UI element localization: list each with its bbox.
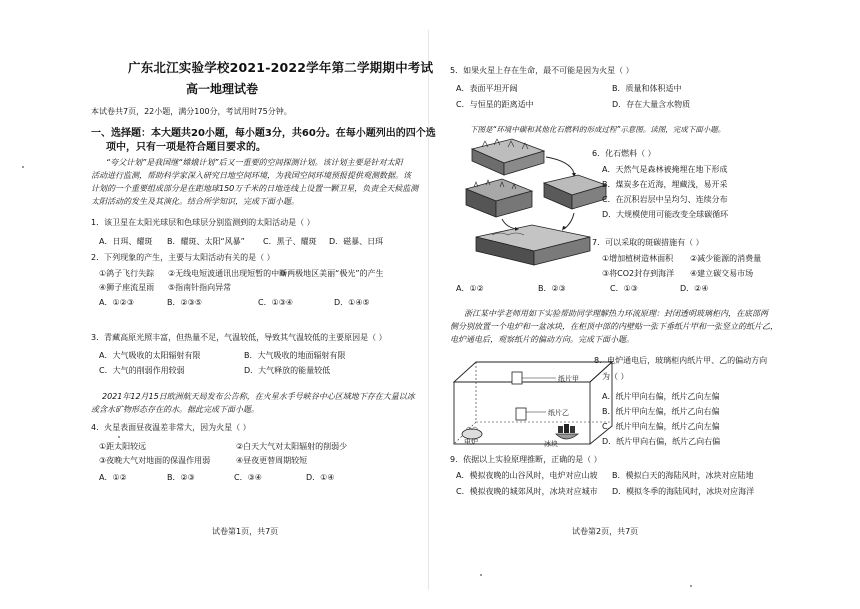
q4-option-c: C．③④ (234, 473, 262, 482)
section-heading: 一、选择题：本大题共20小题，每小题3分，共60分。在每小题列出的四个选 (91, 128, 436, 139)
figure-block-top (472, 139, 544, 175)
paper-a (512, 372, 522, 384)
q8-option-a: A．纸片甲向右偏，纸片乙向左偏 (602, 392, 720, 401)
q1-option-c: C．黑子、耀斑 (263, 237, 317, 246)
scan-speck (480, 574, 482, 576)
q5-option-d: D．存在大量含水物质 (612, 100, 691, 109)
q4-option-a: A．①② (99, 473, 127, 482)
figure-block-bottom (476, 225, 590, 265)
q2-item: ⑤指南针指向异常 (168, 283, 232, 292)
q5-option-c: C．与恒星的距离适中 (456, 100, 534, 109)
flow-arrow (502, 219, 516, 229)
q5-option-b: B．质量和体积适中 (612, 84, 682, 93)
passage-line: 计划的一个重要组成部分是在距地球150万千米的日地连线上设置一颗卫星，负责全天候监测 (91, 184, 419, 193)
q7-item: ④建立碳交易市场 (690, 269, 754, 278)
q7-item: ②减少能源的消费量 (690, 254, 762, 263)
q4-item: ④昼夜更替周期较短 (236, 456, 308, 465)
question-3: 3．青藏高原光照丰富，但热量不足，气温较低，导致其气温较低的主要原因是（ ） (91, 333, 387, 342)
question-5: 5．如果火星上存在生命，最不可能是因为火星（ ） (450, 66, 634, 75)
q9-option-a: A．模拟夜晚的山谷风时，电炉对应山坡 (456, 471, 598, 480)
q4-item: ③夜晚大气对地面的保温作用弱 (99, 456, 211, 465)
label-ice: 冰块 (544, 440, 558, 448)
passage-line: 太阳活动的发生及其演化。结合所学知识，完成下面小题。 (91, 197, 299, 206)
passage-line: 活动进行监测，帮助科学家深入研究日地空间环境，为我国空间环境预报提供观测数据。该 (91, 171, 411, 180)
q7-option-d: D．②④ (680, 284, 709, 293)
paper-b (516, 408, 526, 420)
q6-option-c: C．在沉积岩层中呈均匀、连续分布 (602, 195, 728, 204)
q2-option-a: A．①②③ (99, 298, 134, 307)
q2-item: ②无线电短波通讯出现短暂的中断 (168, 269, 288, 278)
carbon-formation-figure (462, 137, 612, 277)
question-2: 2．下列现象的产生，主要与太阳活动有关的是（ ） (91, 253, 275, 262)
passage-line: 电炉通电后，观察纸片的偏动方向。完成下面小题。 (450, 335, 634, 344)
section-heading-cont: 项中，只有一项是符合题目要求的。 (106, 142, 266, 153)
q4-option-b: B．②③ (167, 473, 195, 482)
q7-option-a: A．①② (456, 284, 484, 293)
q4-option-d: D．①④ (306, 473, 335, 482)
q6-option-b: B．煤炭多在近海，埋藏浅，易开采 (602, 180, 728, 189)
q3-option-c: C．大气的削弱作用较弱 (99, 366, 185, 375)
ice-bowl (556, 424, 578, 439)
figure-block-right (544, 175, 606, 209)
q7-option-b: B．②③ (538, 284, 566, 293)
question-6: 6．化石燃料（ ） (592, 149, 656, 158)
q1-option-a: A．日珥、耀斑 (99, 237, 153, 246)
question-1: 1．该卫星在太阳光球层和色球层分别监测到的太阳活动是（ ） (91, 218, 315, 227)
figure-block-left (466, 179, 532, 217)
q2-option-b: B．②③⑤ (167, 298, 203, 307)
passage-line: 侧分别放置一个电炉和一盆冰块，在柜顶中部的内壁贴一张下垂纸片甲和一张竖立的纸片乙， (450, 322, 778, 331)
page-footer: 试卷第1页，共7页 (212, 527, 279, 536)
q9-option-b: B．模拟白天的海陆风时，冰块对应陆地 (612, 471, 754, 480)
q4-item: ①距太阳较远 (99, 442, 147, 451)
passage-line: 或含水矿物形态存在的水。据此完成下面小题。 (91, 405, 259, 414)
label-paper-b: 纸片乙 (548, 409, 569, 417)
label-paper-a: 纸片甲 (558, 375, 579, 383)
page-footer: 试卷第2页，共7页 (572, 527, 639, 536)
q7-item: ③将CO2封存到海洋 (602, 269, 675, 278)
q3-option-a: A．大气吸收的太阳辐射有限 (99, 351, 201, 360)
question-9: 9．依据以上实验原理推断，正确的是（ ） (450, 455, 602, 464)
q3-option-b: B．大气吸收的地面辐射有限 (244, 351, 346, 360)
flow-arrow (546, 157, 574, 173)
q3-option-d: D．大气释放的能量较低 (244, 366, 331, 375)
scan-speck (22, 166, 24, 168)
scan-speck (118, 436, 120, 438)
exam-info: 本试卷共7页，22小题，满分100分，考试用时75分钟。 (91, 107, 292, 116)
exam-title: 广东北江实验学校2021-2022学年第二学期期中考试 (128, 60, 434, 75)
q7-item: ①增加植树造林面积 (602, 254, 674, 263)
question-8: 8．电炉通电后，玻璃柜内纸片甲、乙的偏动方向 (594, 356, 768, 365)
q2-item: ④狮子座流星雨 (99, 283, 155, 292)
exam-subtitle: 高一地理试卷 (186, 82, 259, 96)
q1-option-d: D．磁暴、日珥 (329, 237, 384, 246)
q4-item: ②白天大气对太阳辐射的削弱少 (236, 442, 348, 451)
q8-option-d: D．纸片甲向右偏，纸片乙向右偏 (602, 437, 721, 446)
q2-item: ③两极地区美丽“极光”的产生 (280, 269, 384, 278)
flow-arrow (564, 213, 574, 229)
q6-option-a: A．天然气是森林被掩埋在地下形成 (602, 165, 728, 174)
passage-line: 2021年12月15日欧洲航天局发布公告称，在火星水手号峡谷中心区域地下存在大量以冰 (102, 392, 415, 401)
question-7: 7．可以采取的斑碳措施有（ ） (592, 238, 704, 247)
scan-speck (690, 585, 692, 587)
q6-option-d: D．大规模使用可能改变全球碳循环 (602, 210, 729, 219)
q2-option-d: D．①④⑤ (334, 298, 370, 307)
question-4: 4．火星表面昼夜温差非常大，因为火星（ ） (91, 423, 251, 432)
q9-option-d: D．模拟冬季的海陆风时，冰块对应海洋 (612, 487, 755, 496)
figure-intro: 下图是“环境中碳和其他化石燃料的形成过程”示意图。读图，完成下面小题。 (470, 125, 726, 134)
question-8-cont: 为（ ） (602, 372, 629, 381)
q1-option-b: B．耀斑、太阳“风暴” (167, 237, 245, 246)
passage-line: 浙江某中学老师用如下实验帮助同学理解热力环流原理：封闭透明玻璃柜内，在底部两 (464, 309, 768, 318)
label-stove: 电炉 (464, 438, 478, 446)
thermal-circulation-diagram (450, 356, 618, 448)
q9-option-c: C．模拟夜晚的城郊风时，冰块对应城市 (456, 487, 598, 496)
q5-option-a: A．表面平坦开阔 (456, 84, 518, 93)
q2-option-c: C．①③④ (258, 298, 294, 307)
q7-option-c: C．①③ (610, 284, 638, 293)
q2-item: ①鸽子飞行失踪 (99, 269, 155, 278)
q8-option-c: C．纸片甲向左偏，纸片乙向左偏 (602, 422, 720, 431)
exam-page-2 (430, 0, 860, 609)
passage-line: “夸父计划”是我国继“嫦娥计划”后又一重要的空间探测计划。该计划主要是针对太阳 (106, 158, 403, 167)
q8-option-b: B．纸片甲向左偏，纸片乙向右偏 (602, 407, 720, 416)
